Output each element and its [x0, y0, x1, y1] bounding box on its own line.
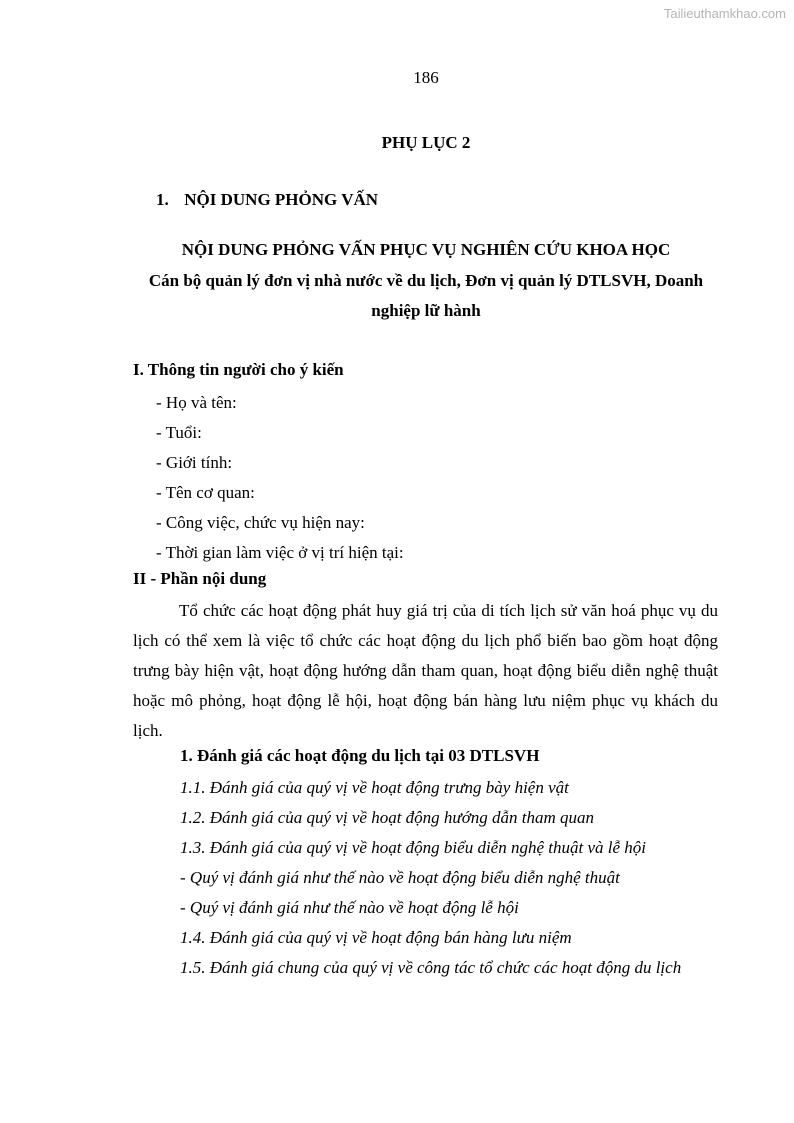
evaluation-subheading: 1. Đánh giá các hoạt động du lịch tại 03 DTLSVH: [180, 746, 540, 765]
question-item: - Quý vị đánh giá như thế nào về hoạt động lễ hội: [180, 898, 519, 917]
document-subtitle-line: Cán bộ quản lý đơn vị nhà nước về du lịch, Đơn vị quản lý DTLSVH, Doanh: [148, 271, 704, 290]
info-field-list: [156, 388, 404, 568]
info-heading: I. Thông tin người cho ý kiến: [133, 360, 344, 379]
page-number: 186: [413, 68, 439, 87]
info-field-tenure: - Thời gian làm việc ở vị trí hiện tại:: [156, 543, 404, 562]
info-field-gender: - Giới tính:: [156, 453, 233, 472]
info-field-organization: - Tên cơ quan:: [156, 483, 255, 502]
content-heading: II - Phần nội dung: [133, 569, 267, 588]
document-subtitle-line: nghiệp lữ hành: [371, 301, 481, 320]
question-item: 1.5. Đánh giá chung của quý vị về công tác tổ chức các hoạt động du lịch: [180, 958, 682, 977]
section-title: NỘI DUNG PHỎNG VẤN: [184, 190, 379, 209]
intro-paragraph: Tổ chức các hoạt động phát huy giá trị của di tích lịch sử văn hoá phục vụ du lịch có thể xem là việc tổ chức các hoạt động du lịch phổ biến bao gồm hoạt động trưng bày hiện vật, hoạt động hướng dẫn tham quan, hoạt động biểu diễn nghệ thuật hoặc mô phỏng, hoạt động lễ hội, hoạt động bán hàng lưu niệm phục vụ khách du lịch.: [133, 601, 718, 740]
info-field-name: - Họ và tên:: [156, 393, 237, 412]
evaluation-question-list: [180, 773, 681, 983]
question-item: 1.4. Đánh giá của quý vị về hoạt động bán hàng lưu niệm: [180, 928, 572, 947]
question-item: 1.2. Đánh giá của quý vị về hoạt động hướng dẫn tham quan: [180, 808, 595, 827]
document-subtitle: [130, 266, 722, 326]
question-item: 1.3. Đánh giá của quý vị về hoạt động biểu diễn nghệ thuật và lễ hội: [180, 838, 646, 857]
document-title: NỘI DUNG PHỎNG VẤN PHỤC VỤ NGHIÊN CỨU KHOA HỌC: [181, 240, 671, 259]
section-heading: [156, 190, 378, 210]
info-field-position: - Công việc, chức vụ hiện nay:: [156, 513, 365, 532]
question-item: 1.1. Đánh giá của quý vị về hoạt động trưng bày hiện vật: [180, 778, 569, 797]
watermark: Tailieuthamkhao.com: [663, 6, 786, 21]
info-field-age: - Tuổi:: [156, 423, 202, 442]
section-number: 1.: [156, 190, 169, 209]
appendix-title: PHỤ LỤC 2: [381, 133, 471, 152]
question-item: - Quý vị đánh giá như thế nào về hoạt động biểu diễn nghệ thuật: [180, 868, 620, 887]
